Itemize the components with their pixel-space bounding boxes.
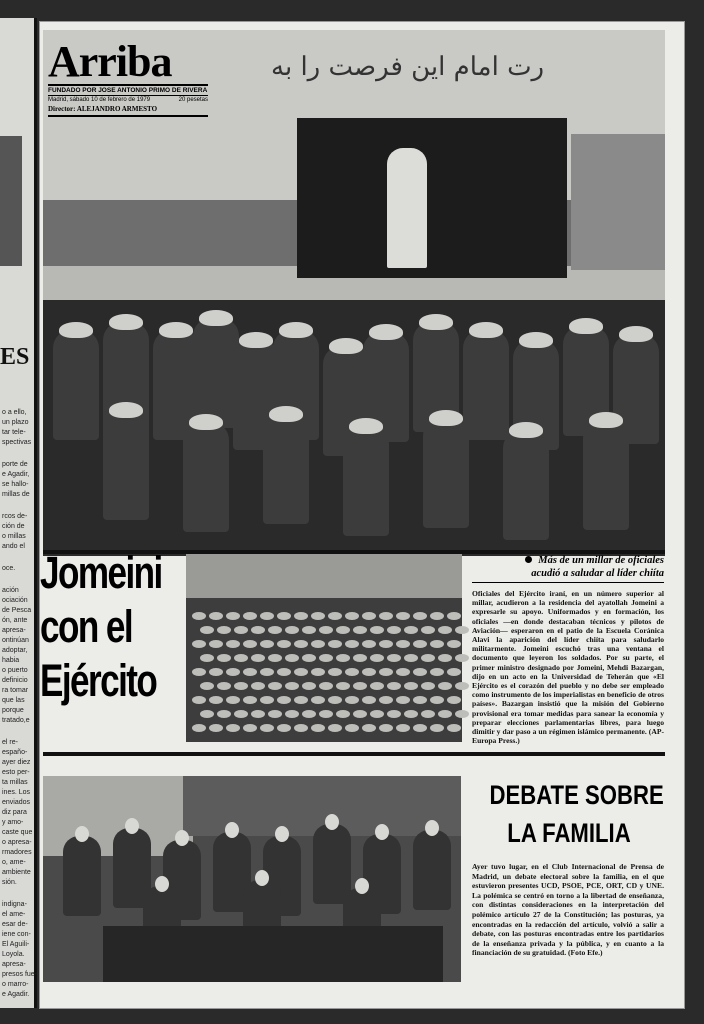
officer-cap (619, 326, 653, 342)
crowd-cap (226, 640, 240, 648)
crowd-cap (319, 710, 333, 718)
crowd-cap (319, 682, 333, 690)
crowd-cap (328, 696, 342, 704)
crowd-cap (362, 724, 376, 732)
adjacent-text-fragment: ontinúan (2, 637, 29, 644)
officer-figure (503, 430, 549, 540)
crowd-cap (438, 654, 452, 662)
crowd-cap (447, 640, 461, 648)
crowd-cap (404, 654, 418, 662)
officer-figure (103, 410, 149, 520)
headline-line: Jomeini (40, 547, 162, 598)
crowd-cap (285, 682, 299, 690)
adjacent-text-fragment: ines. Los (2, 789, 31, 796)
crowd-cap (294, 724, 308, 732)
adjacent-text-fragment: o apresa- (2, 839, 32, 846)
participant-face (125, 818, 139, 834)
masthead-price: 20 pesetas (178, 97, 208, 103)
adjacent-text-fragment: rmadores (2, 849, 32, 856)
crowd-cap (243, 724, 257, 732)
headline-debate (472, 776, 666, 852)
crowd-cap (336, 626, 350, 634)
crowd-cap (447, 724, 461, 732)
adjacent-text-fragment: ta millas (2, 779, 28, 786)
officer-cap (109, 314, 143, 330)
adjacent-text-fragment: o a ello, (2, 409, 27, 416)
participant-face (375, 824, 389, 840)
crowd-cap (285, 710, 299, 718)
officer-cap (569, 318, 603, 334)
crowd-cap (234, 654, 248, 662)
crowd-cap (260, 668, 274, 676)
adjacent-text-fragment: esto per- (2, 769, 30, 776)
adjacent-text-fragment: tar tele- (2, 429, 26, 436)
crowd-cap (209, 724, 223, 732)
crowd-cap (362, 640, 376, 648)
crowd-cap (192, 696, 206, 704)
crowd-cap (430, 724, 444, 732)
officer-cap (369, 324, 403, 340)
crowd-cap (353, 626, 367, 634)
adjacent-page-headline-fragment: ES (0, 344, 30, 370)
crowd-cap (430, 668, 444, 676)
masthead-director: Director: ALEJANDRO ARMESTO (48, 103, 208, 117)
adjacent-text-fragment: apresa- (2, 961, 26, 968)
crowd-cap (353, 682, 367, 690)
officer-cap (429, 410, 463, 426)
officer-figure (53, 330, 99, 440)
headline-line: Ejército (40, 655, 157, 706)
participant-face (355, 878, 369, 894)
crowd-cap (430, 640, 444, 648)
debate-participant (413, 830, 451, 910)
crowd-cap (370, 626, 384, 634)
adjacent-page-strip (0, 18, 37, 1008)
crowd-cap (387, 654, 401, 662)
crowd-cap (379, 612, 393, 620)
crowd-cap (200, 710, 214, 718)
adjacent-text-fragment: Loyola. (2, 951, 25, 958)
photo-debate (43, 776, 461, 982)
officer-figure (423, 418, 469, 528)
crowd-cap (396, 696, 410, 704)
crowd-cap (268, 626, 282, 634)
crowd-cap (311, 668, 325, 676)
adjacent-text-fragment: e Agadir, (2, 471, 30, 478)
participant-face (75, 826, 89, 842)
headline-line: LA FAMILIA (507, 818, 631, 848)
crowd-cap (447, 696, 461, 704)
participant-face (275, 826, 289, 842)
adjacent-text-fragment: iene con- (2, 931, 31, 938)
story-debate-body: Ayer tuvo lugar, en el Club Internacional de Prensa de Madrid, un debate electoral sobre la familia, en el que estuvieron presentes UCD, PSOE, PCE, ORT, CD y UNE. La polémica se centró en torno a la libertad de enseñanza, con distintas consideraciones en la interpretación del polémico artículo 27 de la Constitución; las posturas, ya encontradas en la redacción del artículo, volvió a salir a debate, con las posturas encontradas entre los partidarios de la enseñanza privada y la pública, y en cuanto a la financiación de su gratuidad. (Foto Efe.) (472, 862, 664, 958)
officer-cap (279, 322, 313, 338)
crowd-cap (243, 668, 257, 676)
crowd-cap (294, 612, 308, 620)
crowd-cap (396, 640, 410, 648)
crowd-cap (413, 668, 427, 676)
adjacent-text-fragment: ayer diez (2, 759, 31, 766)
photo-debate-table (103, 926, 443, 982)
adjacent-text-fragment: ambiente (2, 869, 31, 876)
crowd-cap (345, 724, 359, 732)
crowd-cap (353, 710, 367, 718)
adjacent-text-fragment: el ame- (2, 911, 26, 918)
crowd-cap (277, 696, 291, 704)
crowd-cap (387, 710, 401, 718)
crowd-cap (285, 654, 299, 662)
adjacent-text-fragment: apresa- (2, 627, 26, 634)
crowd-cap (336, 654, 350, 662)
officer-cap (349, 418, 383, 434)
adjacent-text-fragment: El Aguili- (2, 941, 30, 948)
crowd-cap (421, 710, 435, 718)
officer-cap (269, 406, 303, 422)
persian-banner-text: رت امام این فرصت را به (271, 52, 545, 82)
participant-face (255, 870, 269, 886)
photo-window (297, 118, 567, 278)
photo-courtyard-crowd (186, 554, 462, 742)
crowd-cap (421, 626, 435, 634)
photo-window-right (571, 134, 665, 270)
participant-face (325, 814, 339, 830)
headline-line: DEBATE SOBRE (489, 780, 664, 810)
crowd-cap (438, 626, 452, 634)
crowd-cap (200, 654, 214, 662)
crowd-cap (387, 626, 401, 634)
crowd-cap (217, 710, 231, 718)
adjacent-text-fragment: habia (2, 657, 20, 664)
crowd-cap (302, 654, 316, 662)
crowd-cap (362, 612, 376, 620)
adjacent-text-fragment: enviados (2, 799, 31, 806)
crowd-cap (209, 696, 223, 704)
adjacent-text-fragment: o marro- (2, 981, 29, 988)
crowd-cap (268, 654, 282, 662)
participant-face (155, 876, 169, 892)
officer-cap (519, 332, 553, 348)
story-officers (472, 554, 664, 745)
adjacent-text-fragment: oce. (2, 565, 16, 572)
adjacent-text-fragment: ón, ante (2, 617, 28, 624)
crowd-cap (336, 710, 350, 718)
crowd-cap (217, 654, 231, 662)
crowd-cap (209, 640, 223, 648)
adjacent-text-fragment: se hallo- (2, 481, 29, 488)
adjacent-text-fragment: ociación (2, 597, 28, 604)
adjacent-text-fragment: spectivas (2, 439, 32, 446)
adjacent-text-fragment: el re- (2, 739, 18, 746)
crowd-cap (362, 668, 376, 676)
participant-face (175, 830, 189, 846)
crowd-cap (370, 654, 384, 662)
adjacent-text-fragment: presos fue- (2, 971, 38, 978)
adjacent-text-fragment: millas de (2, 491, 30, 498)
crowd-cap (217, 682, 231, 690)
adjacent-text-fragment: esar de- (2, 921, 28, 928)
adjacent-text-fragment: porte de (2, 461, 28, 468)
crowd-cap (294, 640, 308, 648)
adjacent-page-photo (0, 136, 22, 266)
crowd-cap (430, 696, 444, 704)
story-kicker-2: acudió a saludar al líder chiíta (472, 568, 664, 583)
crowd-cap (311, 612, 325, 620)
headline-jomeini (40, 546, 162, 708)
crowd-cap (447, 668, 461, 676)
adjacent-text-fragment: o, ame- (2, 859, 26, 866)
officer-cap (159, 322, 193, 338)
adjacent-text-fragment: e Agadir. (2, 991, 30, 998)
crowd-cap (447, 612, 461, 620)
crowd-cap (345, 640, 359, 648)
officer-cap (59, 322, 93, 338)
crowd-cap (370, 710, 384, 718)
crowd-cap (226, 696, 240, 704)
crowd-cap (302, 626, 316, 634)
crowd-cap (413, 640, 427, 648)
adjacent-text-fragment: y amo- (2, 819, 24, 826)
crowd-cap (226, 612, 240, 620)
headline-line: con el (40, 601, 133, 652)
crowd-cap (319, 654, 333, 662)
crowd-cap (413, 696, 427, 704)
crowd-cap (200, 682, 214, 690)
crowd-cap (260, 640, 274, 648)
crowd-cap (430, 612, 444, 620)
crowd-cap (404, 710, 418, 718)
crowd-cap (200, 626, 214, 634)
officer-cap (589, 412, 623, 428)
crowd-cap (311, 696, 325, 704)
officer-cap (329, 338, 363, 354)
bullet-icon (525, 556, 532, 563)
newspaper-logo: Arriba (48, 37, 172, 86)
crowd-cap (192, 724, 206, 732)
adjacent-text-fragment: ación (2, 587, 19, 594)
crowd-cap (192, 640, 206, 648)
crowd-cap (404, 682, 418, 690)
adjacent-text-fragment: un plazo (2, 419, 29, 426)
photo-courtyard-roof (186, 554, 462, 598)
crowd-cap (251, 654, 265, 662)
crowd-cap (345, 696, 359, 704)
officer-figure (343, 426, 389, 536)
adjacent-text-fragment: o puerto (2, 667, 28, 674)
officer-cap (509, 422, 543, 438)
crowd-cap (243, 612, 257, 620)
crowd-cap (328, 612, 342, 620)
crowd-cap (234, 626, 248, 634)
crowd-cap (379, 696, 393, 704)
crowd-cap (396, 668, 410, 676)
crowd-cap (260, 724, 274, 732)
crowd-cap (328, 640, 342, 648)
crowd-cap (277, 668, 291, 676)
crowd-cap (455, 626, 469, 634)
crowd-cap (251, 682, 265, 690)
adjacent-text-fragment: indigna- (2, 901, 27, 908)
photo-figure-cleric (387, 148, 427, 268)
crowd-cap (336, 682, 350, 690)
crowd-cap (404, 626, 418, 634)
crowd-cap (328, 668, 342, 676)
adjacent-text-fragment: que las (2, 697, 25, 704)
crowd-cap (413, 724, 427, 732)
crowd-cap (209, 612, 223, 620)
crowd-cap (413, 612, 427, 620)
adjacent-text-fragment: diz para (2, 809, 27, 816)
crowd-cap (438, 710, 452, 718)
crowd-cap (268, 710, 282, 718)
kicker-line-1: Más de un millar de oficiales (538, 555, 664, 566)
crowd-cap (379, 724, 393, 732)
crowd-cap (438, 682, 452, 690)
crowd-cap (345, 668, 359, 676)
crowd-cap (260, 696, 274, 704)
crowd-cap (345, 612, 359, 620)
adjacent-text-fragment: ra tomar (2, 687, 29, 694)
crowd-cap (243, 640, 257, 648)
adjacent-text-fragment: caste que (2, 829, 33, 836)
crowd-cap (217, 626, 231, 634)
adjacent-text-fragment: porque (2, 707, 24, 714)
adjacent-text-fragment: rcos de- (2, 513, 28, 520)
crowd-cap (353, 654, 367, 662)
crowd-cap (455, 682, 469, 690)
masthead-dateline-row (48, 96, 208, 103)
officer-cap (199, 310, 233, 326)
crowd-cap (251, 626, 265, 634)
participant-face (225, 822, 239, 838)
adjacent-text-fragment: ando el (2, 543, 25, 550)
crowd-cap (302, 710, 316, 718)
crowd-cap (311, 724, 325, 732)
debate-participant (63, 836, 101, 916)
crowd-cap (421, 682, 435, 690)
officer-figure (463, 330, 509, 440)
crowd-cap (379, 640, 393, 648)
crowd-cap (328, 724, 342, 732)
adjacent-text-fragment: de Pesca (2, 607, 32, 614)
masthead (48, 37, 208, 117)
crowd-cap (387, 682, 401, 690)
crowd-cap (294, 696, 308, 704)
crowd-cap (311, 640, 325, 648)
officer-figure (183, 422, 229, 532)
crowd-cap (396, 724, 410, 732)
crowd-cap (192, 612, 206, 620)
masthead-founder: FUNDADO POR JOSE ANTONIO PRIMO DE RIVERA (48, 84, 208, 96)
story-body: Oficiales del Ejército iraní, en un número superior al millar, acudieron a la residencia del ayatollah Jomeini a expresarle su apoyo. Uniformados y en formación, los oficiales —en donde destacaban técnicos y pilotos de Aviación— esperaron en el patio de la Escuela Coránica Alavi la aparición del líder chiíta para saludarlo militarmente. Jomeini escuchó tras una ventana el documento que leyeron los soldados. Por su parte, el primer ministro designado por Jomeini, Mehdi Bazargan, dijo en un acto en la Universidad de Teherán que «El Ejército es el corazón del pueblo y no debe ser empleado como instrumento de los imperialistas en beneficio de otros países». Bazargan insistió que la misión del Gobierno provisional era tomar medidas para sanear la economía y preparar elecciones parlamentarias libres, para luego dimitir y dar paso a un régimen islámico permanente. (AP-Europa Press.) (472, 589, 664, 746)
crowd-cap (251, 710, 265, 718)
adjacent-text-fragment: españo- (2, 749, 28, 756)
officer-figure (583, 420, 629, 530)
crowd-cap (192, 668, 206, 676)
adjacent-text-fragment: ción de (2, 523, 25, 530)
crowd-cap (226, 668, 240, 676)
officer-cap (109, 402, 143, 418)
officer-figure (263, 414, 309, 524)
crowd-cap (370, 682, 384, 690)
crowd-cap (396, 612, 410, 620)
adjacent-text-fragment: adoptar, (2, 647, 28, 654)
crowd-cap (421, 654, 435, 662)
crowd-cap (226, 724, 240, 732)
adjacent-text-fragment: sión. (2, 879, 17, 886)
crowd-cap (260, 612, 274, 620)
participant-face (425, 820, 439, 836)
crowd-cap (277, 612, 291, 620)
crowd-cap (268, 682, 282, 690)
crowd-cap (455, 654, 469, 662)
crowd-cap (234, 682, 248, 690)
adjacent-text-fragment: tratado,e (2, 717, 30, 724)
crowd-cap (243, 696, 257, 704)
crowd-cap (302, 682, 316, 690)
crowd-cap (234, 710, 248, 718)
adjacent-text-fragment: definicio (2, 677, 28, 684)
crowd-cap (294, 668, 308, 676)
newspaper-page (40, 22, 684, 1008)
adjacent-text-fragment: o millas (2, 533, 26, 540)
officer-cap (189, 414, 223, 430)
story-kicker (472, 554, 664, 568)
masthead-date: Madrid, sábado 10 de febrero de 1979 (48, 97, 151, 103)
crowd-cap (362, 696, 376, 704)
officer-cap (239, 332, 273, 348)
officer-cap (469, 322, 503, 338)
crowd-cap (209, 668, 223, 676)
crowd-cap (277, 640, 291, 648)
section-divider-2 (43, 752, 665, 756)
officer-cap (419, 314, 453, 330)
crowd-cap (379, 668, 393, 676)
crowd-cap (319, 626, 333, 634)
crowd-cap (455, 710, 469, 718)
debate-participant (313, 824, 351, 904)
crowd-cap (277, 724, 291, 732)
crowd-cap (285, 626, 299, 634)
